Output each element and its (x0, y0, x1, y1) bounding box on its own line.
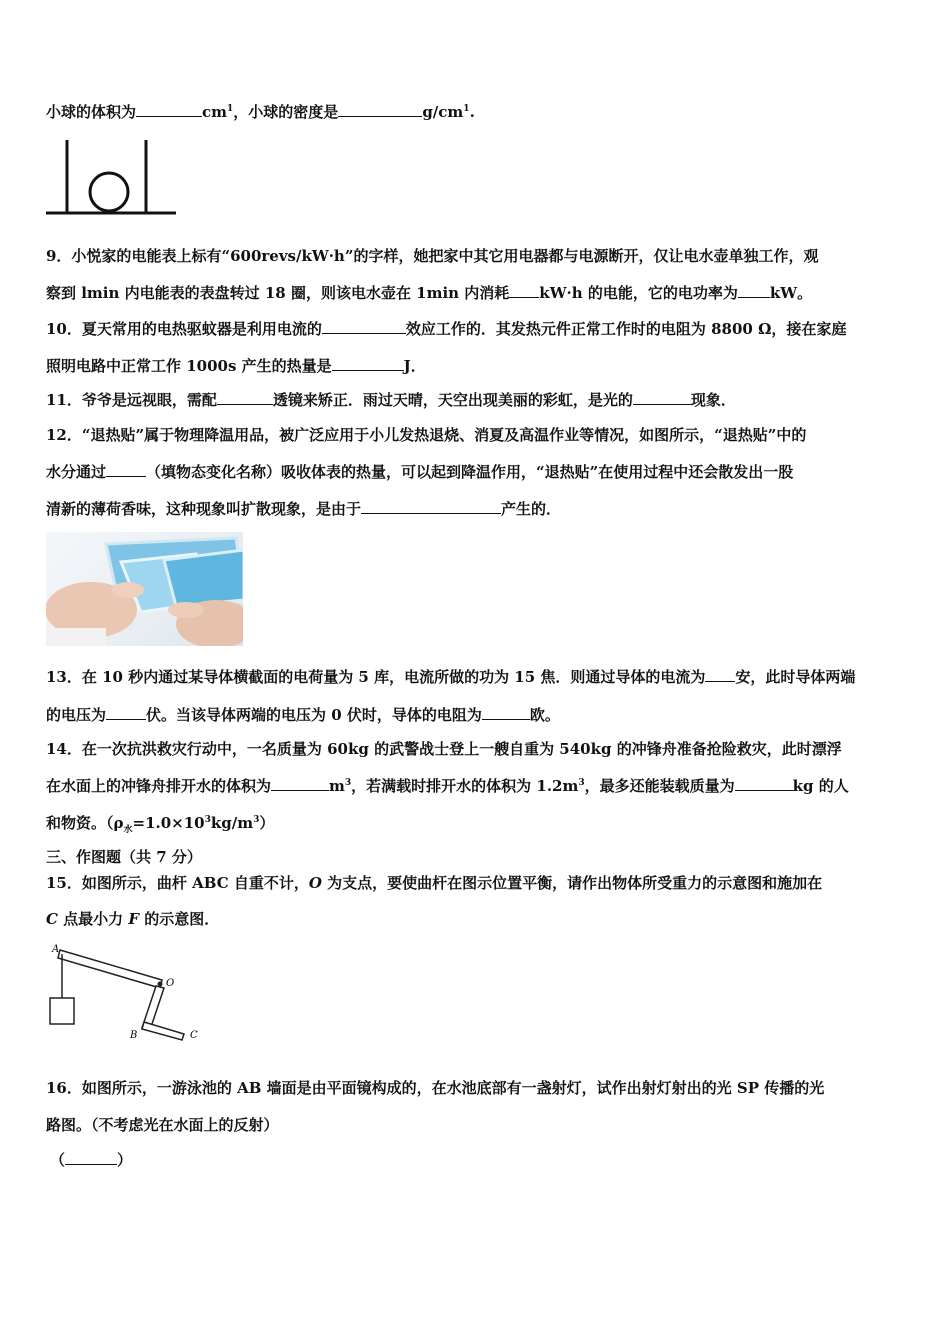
q16-line1: 16．如图所示，一游泳池的 AB 墙面是由平面镜构成的，在水池底部有一盏射灯，试作出射灯射出的光 SP 传播的光 (46, 1079, 825, 1097)
q13-line2: 的电压为 伏。当该导体两端的电压为 0 伏时，导体的电阻为 欧。 (46, 706, 560, 724)
patch-film (164, 550, 243, 606)
q9-line1: 9．小悦家的电能表上标有“600revs/kW·h”的字样，她把家中其它用电器都与电源断开，仅让电水壶单独工作，观 (46, 247, 819, 265)
q16-line2: 路图。（不考虑光在水面上的反射） (46, 1116, 279, 1134)
q13-blank-voltage (106, 705, 146, 720)
label-c: C (190, 1030, 198, 1041)
q13-line1: 13．在 10 秒内通过某导体横截面的电荷量为 5 库，电流所做的功为 15 焦．则通过导体的电流为 安，此时导体两端 (46, 668, 856, 686)
q13-blank-current (705, 667, 735, 682)
q14-line3: 和物资。$(\rho_水=1.0\times 10^3kg/m^3)$ (46, 814, 275, 835)
q11-line: 11．爷爷是远视眼，需配 透镜来矫正．雨过天晴，天空出现美丽的彩虹，是光的 现象． (46, 391, 736, 409)
q12-line2: 水分通过 （填物态变化名称）吸收体表的热量，可以起到降温作用，“退热贴”在使用过程中还会散发出一股 (46, 463, 794, 481)
label-a: A (52, 944, 60, 955)
q14-blank-mass (735, 776, 793, 791)
q10-blank-heat (332, 356, 404, 371)
lever-arm-bc (142, 1022, 184, 1040)
hanging-block (50, 998, 74, 1024)
pivot-o (158, 982, 163, 987)
q15-line1: 15．如图所示，曲杆 ABC 自重不计，O 为支点，要使曲杆在图示位置平衡，请作出物体所受重力的示意图和施加在 (46, 874, 823, 892)
q9-blank-energy (509, 283, 539, 298)
q10-line1: 10．夏天常用的电热驱蚊器是利用电流的 效应工作的．其发热元件正常工作时的电阻为 8800 Ω，接在家庭 (46, 320, 847, 338)
q14-line1: 14．在一次抗洪救灾行动中，一名质量为 60kg 的武警战士登上一艘自重为 540kg 的冲锋舟准备抢险救灾，此时漂浮 (46, 740, 842, 758)
cooling-patch-photo (46, 532, 243, 646)
q14-blank-volume (271, 776, 329, 791)
q9-blank-power (738, 283, 770, 298)
q8-blank-volume (136, 102, 202, 117)
q10-line2: 照明电路中正常工作 1000s 产生的热量是 J． (46, 357, 426, 375)
q13-blank-resistance (482, 705, 530, 720)
q12-line1: 12．“退热贴”属于物理降温用品，被广泛应用于小儿发热退烧、消夏及高温作业等情况，如图所示，“退热贴”中的 (46, 426, 807, 444)
q16-answer-blank (65, 1150, 117, 1165)
q8-line: 小球的体积为 $cm^1$，小球的密度是 $g/cm^1$. (46, 103, 475, 121)
q16-answer-line: （ ） (50, 1151, 133, 1169)
q10-blank-effect (322, 319, 406, 334)
section-3-heading: 三、作图题（共 7 分） (46, 848, 202, 866)
cooling-patch-illustration (46, 532, 243, 646)
left-thumb (112, 582, 144, 598)
q12-line3: 清新的薄荷香味，这种现象叫扩散现象，是由于 产生的． (46, 500, 562, 518)
bent-lever-figure (44, 940, 214, 1042)
label-b: B (130, 1030, 138, 1041)
lever-arm-ao (58, 950, 162, 988)
q11-blank-lens (217, 390, 273, 405)
sleeve (46, 628, 106, 646)
ball-in-container-figure (44, 136, 178, 218)
q11-blank-phenomenon (633, 390, 691, 405)
right-finger (168, 602, 204, 618)
q14-line2: 在水面上的冲锋舟排开水的体积为 $m^3$，若满载时排开水的体积为 $1.2m^3$，最多还能装载质量为 kg 的人 (46, 777, 849, 795)
q15-line2: C 点最小力 F 的示意图． (46, 910, 220, 928)
q12-blank-reason (361, 499, 501, 514)
q8-blank-density (338, 102, 422, 117)
q9-line2: 察到 lmin 内电能表的表盘转过 18 圈，则该电水壶在 1min 内消耗 kW·h 的电能，它的电功率为 kW。 (46, 284, 813, 302)
q12-blank-state-change (106, 462, 146, 477)
label-o: O (166, 978, 175, 989)
ball (90, 173, 128, 211)
